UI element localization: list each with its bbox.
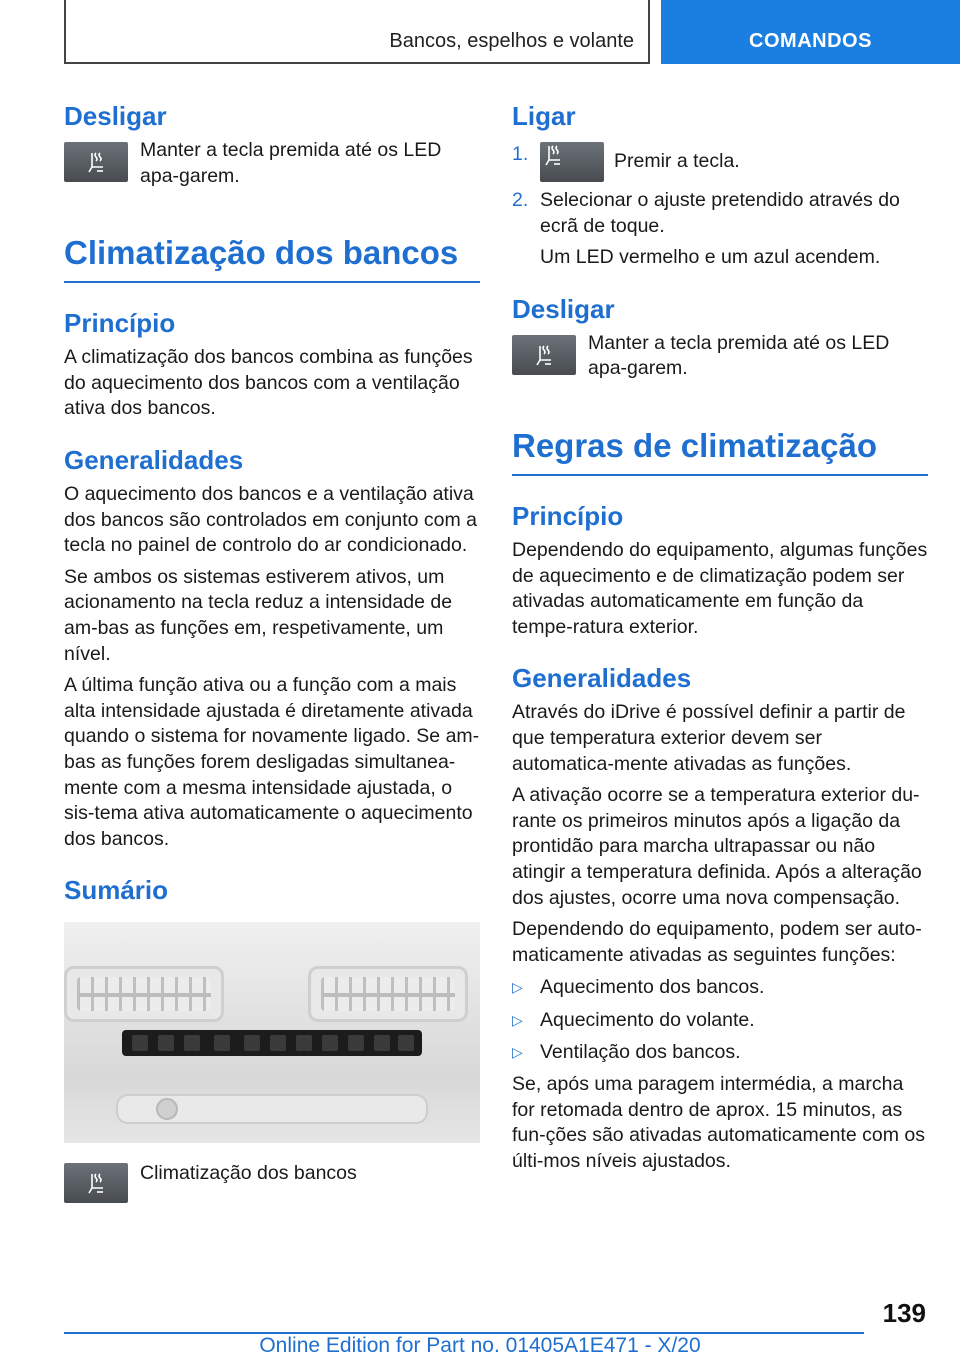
legend-text: Climatização dos bancos [140,1162,357,1185]
triangle-bullet-icon: ▷ [512,979,523,996]
seat-climate-key-icon [64,1163,128,1203]
desligar-text: Manter a tecla premida até os LED apa-garem. [140,139,442,187]
principio-text-right: Dependendo do equipamento, algumas funções de aquecimento e de climatização podem ser ativadas automaticamente em função da tempe-ratura exterior. [512,538,928,638]
regras-climatizacao-heading: Regras de climatização [512,426,928,476]
header-section-title: Bancos, espelhos e volante [389,30,634,52]
desligar-text-right: Manter a tecla premida até os LED apa-garem. [588,331,890,380]
generalidades-right-paragraph-4: Se, após uma paragem intermédia, a marcha for retomada dentro de aprox. 15 minutos, as fun-ções são ativadas automaticamente com os últi-mos níveis ajustados. [512,1073,925,1172]
step-note: Um LED vermelho e um azul acendem. [540,246,881,269]
seat-climate-key-icon [512,335,576,375]
list-item: ▷ Aquecimento dos bancos. [512,975,928,1001]
generalidades-paragraph-1: O aquecimento dos bancos e a ventilação ativa dos bancos são controlados em conjunto com a tecla no painel de controlo do ar condicionado. [64,482,477,557]
step-item [512,142,928,182]
generalidades-heading: Generalidades [64,444,244,475]
generalidades-right-paragraph-1: Através do iDrive é possível definir a partir de que temperatura exterior devem ser automatica-mente ativadas as funções. [512,701,906,775]
desligar-instruction-right [512,331,928,382]
header-chapter-label: COMANDOS [749,30,872,52]
generalidades-paragraph-2: Se ambos os sistemas estiverem ativos, um acionamento na tecla reduz a intensidade de am-bas as funções em, respetivamente, um nível. [64,565,453,665]
seat-climate-key-icon [540,142,604,182]
triangle-bullet-icon: ▷ [512,1011,523,1028]
climatizacao-bancos-heading: Climatização dos bancos [64,233,480,283]
climate-control-panel [122,1030,422,1056]
principio-heading-right: Princípio [512,500,624,531]
right-column [512,100,928,1174]
desligar-instruction [64,139,480,189]
list-item: ▷ Ventilação dos bancos. [512,1040,928,1066]
auto-functions-list [512,975,928,1066]
step-item [512,188,928,239]
header-section-box [64,0,650,64]
left-column [64,100,480,1203]
header-chapter-tab[interactable] [661,0,960,64]
ligar-steps [512,142,928,239]
step-number: 1. [512,143,529,165]
principio-heading: Princípio [64,308,176,339]
generalidades-right-paragraph-2: A ativação ocorre se a temperatura exterior du-rante os primeiros minutos após a ligação da prontidão para marcha ultrapassar ou não atingir a temperatura definida. Após a alteração dos ajustes, ocorre uma nova compensação. [512,784,922,909]
list-item: ▷ Aquecimento do volante. [512,1008,928,1034]
step-text: Selecionar o ajuste pretendido através do ecrã de toque. [540,189,900,237]
generalidades-heading-right: Generalidades [512,663,692,694]
seat-climate-key-icon [64,142,128,182]
principio-text: A climatização dos bancos combina as funções do aquecimento dos bancos com a ventilação ativa dos bancos. [64,346,473,420]
step-text: Premir a tecla. [614,150,740,173]
footer-edition: Online Edition for Part no. 01405A1E471 - X/20 [259,1334,701,1357]
climate-panel-photo [64,922,480,1143]
desligar-heading: Desligar [64,101,167,131]
step-number: 2. [512,189,529,211]
triangle-bullet-icon: ▷ [512,1044,523,1061]
generalidades-right-paragraph-3: Dependendo do equipamento, podem ser auto-maticamente ativadas as seguintes funções: [512,918,922,966]
desligar-heading-right: Desligar [512,293,615,324]
ligar-heading: Ligar [512,101,576,131]
right-air-vent [308,966,468,1022]
page-number: 139 [882,1298,926,1328]
generalidades-paragraph-3: A última função ativa ou a função com a mais alta intensidade ajustada é diretamente ativada quando o sistema for novamente ligado. Se am-bas as funções forem desligadas simultanea-mente com a mesma intensidade ajustada, o sis-tema ativa automaticamente o aquecimento dos bancos. [64,674,480,850]
left-air-vent [64,966,224,1022]
sumario-heading: Sumário [64,875,169,906]
legend-row [64,1163,480,1203]
